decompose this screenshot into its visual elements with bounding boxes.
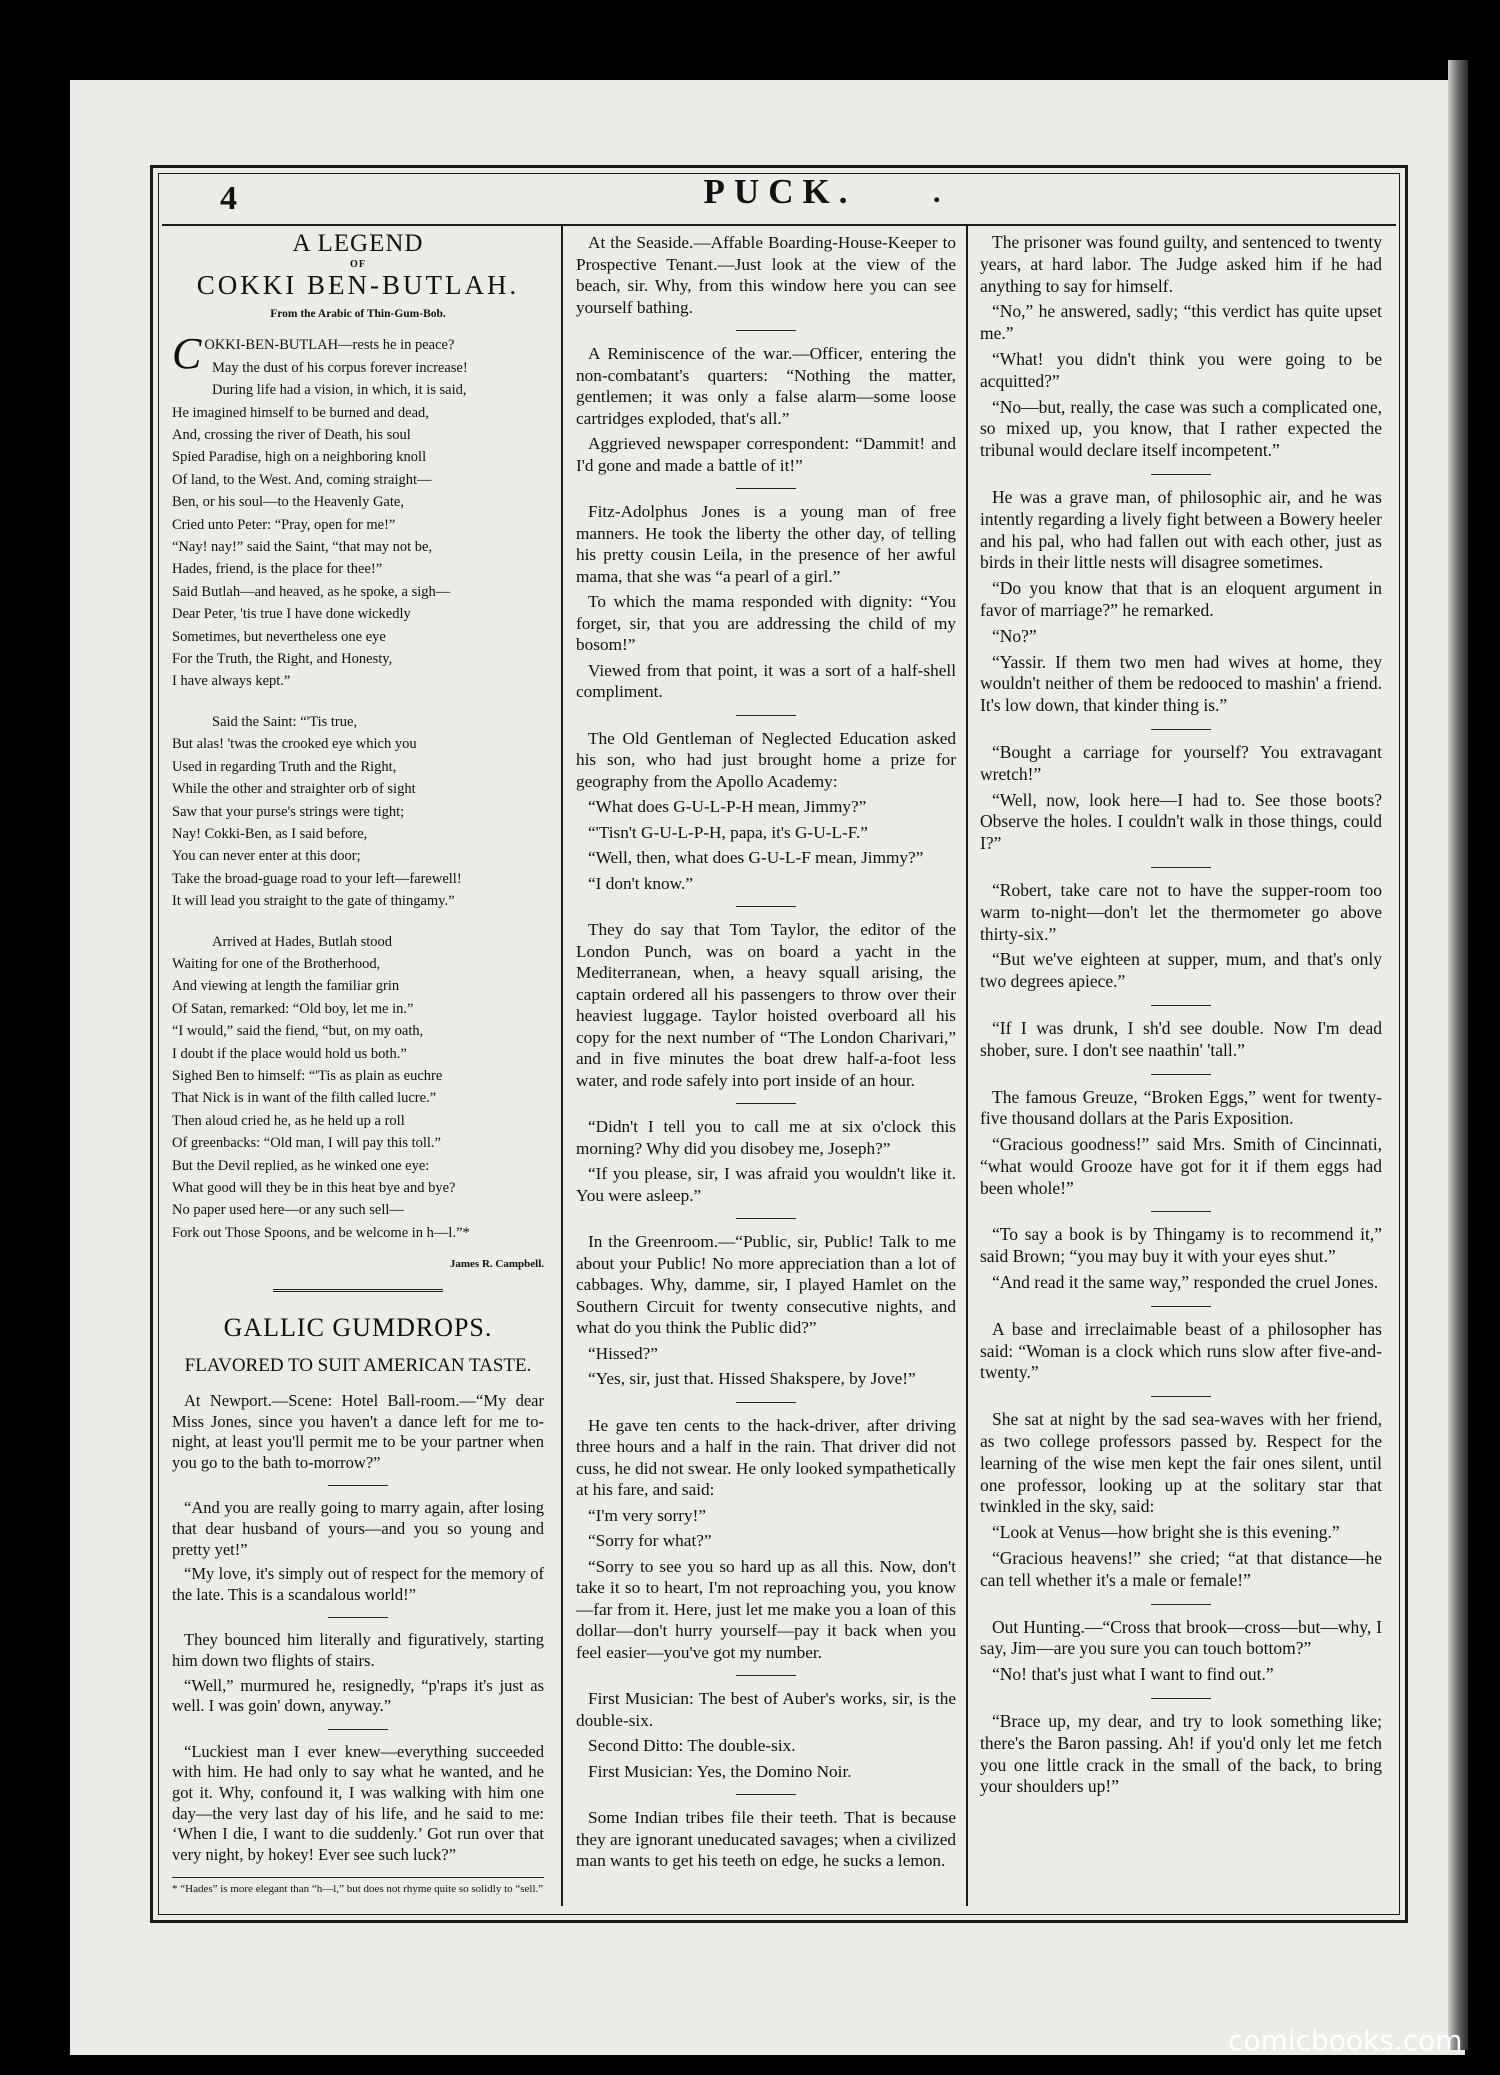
- column-2: [576, 232, 956, 1884]
- article-paragraph: She sat at night by the sad sea-waves with her friend, as two college professors passed by. Respect for the learning of the wise men kept the fair ones silent, until one professor, looking up at the solitary star that twinkled in the sky, said:: [980, 1409, 1382, 1517]
- article-item: [172, 1742, 544, 1866]
- column-3: [980, 232, 1382, 1810]
- item-separator: [1151, 1396, 1211, 1397]
- article-paragraph: “Do you know that that is an eloquent argument in favor of marriage?” he remarked.: [980, 578, 1382, 620]
- article-paragraph: “No—but, really, the case was such a complicated one, so mixed up, you know, that I rather expected the tribunal would declare itself incompetent.”: [980, 396, 1382, 461]
- article-paragraph: He gave ten cents to the hack-driver, after driving three hours and a half in the rain. That driver did not cuss, he did not swear. He only looked sympathetically at his fare, and said:: [576, 1415, 956, 1499]
- item-separator: [1151, 1306, 1211, 1307]
- poem-line: You can never enter at this door;: [172, 848, 361, 865]
- article-item: [172, 1498, 544, 1605]
- poem-line: May the dust of his corpus forever increase!: [212, 359, 468, 376]
- poem-line: Then aloud cried he, as he held up a roll: [172, 1112, 405, 1129]
- article-paragraph: “No?”: [992, 625, 1037, 646]
- article-paragraph: The Old Gentleman of Neglected Education asked his son, who had just brought home a prize for geography from the Apollo Academy:: [576, 728, 956, 791]
- footnote: * “Hades” is more elegant than “h—l,” but does not rhyme quite so solidly to “sell.”: [172, 1877, 544, 1896]
- legend-poem: [172, 329, 544, 1244]
- article-paragraph: “What does G-U-L-P-H mean, Jimmy?”: [588, 797, 867, 816]
- article-paragraph: “Sorry for what?”: [588, 1531, 712, 1550]
- article-paragraph: “Gracious heavens!” she cried; “at that distance—he can tell whether it's a male or female!”: [980, 1548, 1382, 1590]
- poem-line: Of land, to the West. And, coming straight—: [172, 471, 432, 488]
- masthead-ornament: .: [933, 176, 941, 209]
- item-separator: [736, 715, 796, 716]
- article-item: [576, 728, 956, 895]
- article-item: [576, 1415, 956, 1664]
- article-item: [980, 1409, 1382, 1591]
- poem-line: Of greenbacks: “Old man, I will pay this toll.”: [172, 1135, 441, 1152]
- poem-line: Saw that your purse's strings were tight;: [172, 803, 405, 820]
- column-rule-2: [966, 226, 968, 1906]
- article-paragraph: “Look at Venus—how bright she is this evening.”: [992, 1522, 1340, 1543]
- item-separator: [736, 906, 796, 907]
- article-paragraph: A Reminiscence of the war.—Officer, entering the non-combatant's quarters: “Nothing the matter, gentlemen; it was only a false alarm—some loose cartridges exploded, that's all.”: [576, 344, 956, 428]
- item-separator: [736, 1675, 796, 1676]
- item-separator: [1151, 1074, 1211, 1075]
- masthead-title: PUCK.: [703, 172, 857, 211]
- poem-line: Nay! Cokki-Ben, as I said before,: [172, 825, 368, 842]
- poem-line: What good will they be in this heat bye and bye?: [172, 1180, 456, 1196]
- poem-line: I doubt if the place would hold us both.”: [172, 1045, 407, 1062]
- gallic-gumdrops-title: GALLIC GUMDROPS.: [223, 1312, 493, 1342]
- article-paragraph: Second Ditto: The double-six.: [588, 1736, 796, 1755]
- poem-line: But alas! 'twas the crooked eye which you: [172, 736, 417, 753]
- item-separator: [1151, 1698, 1211, 1699]
- item-separator: [1151, 867, 1211, 868]
- col1-items: [172, 1391, 544, 1865]
- article-item: [980, 742, 1382, 855]
- article-paragraph: A base and irreclaimable beast of a philosopher has said: “Woman is a clock which runs slow after five-and-twenty.”: [980, 1318, 1382, 1383]
- poem-line: Spied Paradise, high on a neighboring knoll: [172, 449, 427, 466]
- item-separator: [328, 1485, 388, 1486]
- article-paragraph: “And read it the same way,” responded the cruel Jones.: [992, 1272, 1379, 1293]
- poem-line: It will lead you straight to the gate of thingamy.”: [172, 893, 455, 910]
- article-paragraph: “To say a book is by Thingamy is to recommend it,” said Brown; “you may buy it with your eyes shut.”: [980, 1224, 1382, 1267]
- article-item: [576, 343, 956, 476]
- gallic-gumdrops-subtitle: FLAVORED TO SUIT AMERICAN TASTE.: [184, 1355, 532, 1377]
- article-paragraph: To which the mama responded with dignity: “You forget, sir, that you are addressing the child of my bosom!”: [576, 592, 956, 654]
- poem-line: Of Satan, remarked: “Old boy, let me in.”: [172, 1000, 414, 1017]
- article-paragraph: Viewed from that point, it was a sort of a half-shell compliment.: [576, 660, 956, 701]
- article-item: [172, 1391, 544, 1473]
- item-separator: [1151, 729, 1211, 730]
- poem-line: Said the Saint: “'Tis true,: [212, 713, 358, 730]
- poem-line: That Nick is in want of the filth called lucre.”: [172, 1090, 437, 1107]
- article-paragraph: “Well, now, look here—I had to. See those boots? Observe the holes. I couldn't walk in those things, could I?”: [980, 789, 1382, 854]
- article-paragraph: “But we've eighteen at supper, mum, and that's only two degrees apiece.”: [980, 949, 1382, 992]
- poem-line: I have always kept.”: [172, 673, 291, 690]
- poem-line: Ben, or his soul—to the Heavenly Gate,: [172, 494, 404, 511]
- poem-stanza-3: [172, 931, 544, 1245]
- article-paragraph: Some Indian tribes file their teeth. That is because they are ignorant uneducated savages; when a civilized man wants to get his teeth on edge, he sucks a lemon.: [576, 1808, 956, 1870]
- item-separator: [328, 1617, 388, 1618]
- poem-line: Said Butlah—and heaved, as he spoke, a sigh—: [172, 583, 451, 600]
- item-separator: [736, 1402, 796, 1403]
- column-rule-1: [561, 226, 563, 1906]
- article-paragraph: In the Greenroom.—“Public, sir, Public! Talk to me about your Public! No more appreciation than a lot of cabbages. Why, damme, sir, I played Hamlet on the Southern Circuit for twenty consecutive nights, and what do you think the Public did?”: [576, 1232, 956, 1337]
- article-item: [576, 1116, 956, 1206]
- legend-source: From the Arabic of Thin-Gum-Bob.: [270, 307, 446, 320]
- article-item: [980, 1319, 1382, 1384]
- page-number: 4: [220, 180, 237, 217]
- item-separator: [736, 330, 796, 331]
- article-paragraph: “If I was drunk, I sh'd see double. Now I'm dead shober, sure. I don't see naathin' 'tall.”: [980, 1017, 1382, 1060]
- column-1: [172, 232, 544, 1896]
- poem-line: “I would,” said the fiend, “but, on my oath,: [172, 1023, 424, 1040]
- item-separator: [1151, 1604, 1211, 1605]
- article-paragraph: “Sorry to see you so hard up as all this. Now, don't take it so to heart, I'm not reproaching you, you know—far from it. Here, just let me make you a loan of this dollar—don't hurry yourself—pay it back when you feel easier—you've got my number.: [576, 1556, 956, 1662]
- poem-line: During life had a vision, in which, it is said,: [212, 382, 467, 399]
- article-paragraph: At Newport.—Scene: Hotel Ball-room.—“My dear Miss Jones, since you haven't a dance left for me to-night, at least you'll permit me to be your partner when you go to the bath to-morrow?”: [172, 1391, 544, 1472]
- article-paragraph: “What! you didn't think you were going to be acquitted?”: [980, 348, 1382, 391]
- article-paragraph: Aggrieved newspaper correspondent: “Dammit! and I'd gone and made a battle of it!”: [576, 434, 956, 475]
- article-paragraph: Fitz-Adolphus Jones is a young man of free manners. He took the liberty the other day, of telling his pretty cousin Leila, in the presence of her awful mama, that she was “a pearl of a girl.”: [576, 502, 956, 586]
- poem-line: And viewing at length the familiar grin: [172, 978, 400, 995]
- poem-line: Cried unto Peter: “Pray, open for me!”: [172, 516, 396, 533]
- article-paragraph: The famous Greuze, “Broken Eggs,” went for twenty-five thousand dollars at the Paris Exposition.: [980, 1086, 1382, 1129]
- article-paragraph: “Hissed?”: [588, 1343, 658, 1363]
- article-paragraph: “No,” he answered, sadly; “this verdict has quite upset me.”: [980, 301, 1382, 344]
- article-item: [980, 1224, 1382, 1293]
- legend-title: A LEGEND: [292, 230, 424, 257]
- article-paragraph: At the Seaside.—Affable Boarding-House-Keeper to Prospective Tenant.—Just look at the view of the beach, sir. Why, from this window here you can see yourself bathing.: [576, 233, 956, 317]
- article-paragraph: The prisoner was found guilty, and sentenced to twenty years, at hard labor. The Judge asked him if he had anything to say for himself.: [980, 232, 1382, 296]
- item-separator: [736, 488, 796, 489]
- article-paragraph: “Yassir. If them two men had wives at home, they wouldn't neither of them be redooced to mashin' a friend. It's low down, that kinder thing is.”: [980, 651, 1382, 716]
- poem-line: No paper used here—or any such sell—: [172, 1202, 404, 1219]
- article-paragraph: He was a grave man, of philosophic air, and he was intently regarding a lively fight between a Bowery heeler and his pal, who had fallen out with each other, just as birds in their little nests will disagree sometimes.: [980, 486, 1382, 573]
- site-watermark: comicbooks.com: [1228, 2024, 1463, 2057]
- poem-line: Arrived at Hades, Butlah stood: [212, 933, 393, 950]
- article-item: [172, 1630, 544, 1716]
- article-item: [576, 1807, 956, 1872]
- item-separator: [1151, 474, 1211, 475]
- article-paragraph: “And you are really going to marry again, after losing that dear husband of yours—and you so young and pretty yet!”: [172, 1498, 544, 1559]
- poem-stanza-2: [172, 711, 544, 913]
- poem-line: Dear Peter, 'tis true I have done wickedly: [172, 606, 411, 623]
- poem-line: Hades, friend, is the place for thee!”: [172, 561, 383, 578]
- article-paragraph: “Brace up, my dear, and try to look something like; there's the Baron passing. Ah! if you'd only let me fetch you one little crack in the small of the back, to bring your shoulders up!”: [980, 1711, 1382, 1797]
- article-item: [980, 1711, 1382, 1798]
- poem-line: “Nay! nay!” said the Saint, “that may not be,: [172, 539, 433, 556]
- poem-line: Fork out Those Spoons, and be welcome in h—l.”*: [172, 1224, 470, 1241]
- article-paragraph: “Well,” murmured he, resignedly, “p'raps it's just as well. I was goin' down, anyway.”: [172, 1675, 544, 1716]
- article-paragraph: First Musician: Yes, the Domino Noir.: [588, 1761, 852, 1781]
- article-paragraph: “Didn't I tell you to call me at six o'clock this morning? Why did you disobey me, Joseph?”: [576, 1117, 956, 1158]
- poem-line: Take the broad-guage road to your left—farewell!: [172, 870, 462, 887]
- poem-line: Sighed Ben to himself: “'Tis as plain as euchre: [172, 1067, 443, 1084]
- article-paragraph: They bounced him literally and figuratively, starting him down two flights of stairs.: [172, 1630, 544, 1670]
- article-paragraph: “I'm very sorry!”: [588, 1505, 707, 1525]
- poem-line: He imagined himself to be burned and dead,: [172, 404, 429, 421]
- poem-line: And, crossing the river of Death, his soul: [172, 427, 411, 443]
- article-paragraph: “Luckiest man I ever knew—everything succeeded with him. He had only to say what he wanted, and he got it. Why, confound it, I was walking with him one day—the very last day of his life, and he said to me: ‘When I die, I want to die suddenly.’ Got run over that very night, by hokey! Ever see such luck?”: [172, 1741, 544, 1864]
- poem-line: For the Truth, the Right, and Honesty,: [172, 651, 393, 668]
- article-paragraph: “I don't know.”: [588, 873, 693, 893]
- article-item: [980, 880, 1382, 993]
- article-paragraph: “No! that's just what I want to find out.”: [992, 1664, 1274, 1685]
- article-paragraph: “If you please, sir, I was afraid you wouldn't like it. You were asleep.”: [576, 1164, 956, 1205]
- article-item: [576, 1231, 956, 1390]
- article-item: [980, 487, 1382, 717]
- item-separator: [1151, 1211, 1211, 1212]
- article-paragraph: “Yes, sir, just that. Hissed Shakspere, by Jove!”: [588, 1369, 916, 1388]
- item-separator: [736, 1218, 796, 1219]
- article-paragraph: “Well, then, what does G-U-L-F mean, Jimmy?”: [588, 848, 924, 867]
- article-item: [576, 1688, 956, 1782]
- article-paragraph: Out Hunting.—“Cross that brook—cross—but—why, I say, Jim—are you sure you can touch bottom?”: [980, 1616, 1382, 1659]
- poem-line: But the Devil replied, as he winked one eye:: [172, 1157, 430, 1174]
- article-item: [576, 232, 956, 318]
- article-item: [980, 1018, 1382, 1062]
- item-separator: [736, 1103, 796, 1104]
- article-paragraph: “Bought a carriage for yourself? You extravagant wretch!”: [980, 741, 1382, 784]
- item-separator: [736, 1794, 796, 1795]
- article-item: [980, 232, 1382, 462]
- section-divider: [273, 1289, 443, 1294]
- article-paragraph: First Musician: The best of Auber's works, sir, is the double-six.: [576, 1689, 956, 1730]
- item-separator: [1151, 1005, 1211, 1006]
- poem-line: Waiting for one of the Brotherhood,: [172, 955, 381, 972]
- article-item: [980, 1617, 1382, 1686]
- poem-author: James R. Campbell.: [449, 1258, 544, 1271]
- article-paragraph: “'Tisn't G-U-L-P-H, papa, it's G-U-L-F.”: [588, 822, 868, 842]
- article-paragraph: “My love, it's simply out of respect for the memory of the late. This is a scandalous world!”: [172, 1564, 544, 1604]
- article-paragraph: “Robert, take care not to have the supper-room too warm to-night—don't let the thermometer go above thirty-six.”: [980, 879, 1382, 944]
- legend-of: OF: [350, 258, 366, 270]
- poem-line: Used in regarding Truth and the Right,: [172, 758, 397, 775]
- page-binding-shadow: [1448, 60, 1468, 2050]
- article-paragraph: They do say that Tom Taylor, the editor of the London Punch, was on board a yacht in the Mediterranean, when, a heavy squall arising, the captain ordered all his passengers to throw over their heaviest luggage. Taylor hoisted overboard all his copy for the next number of “The London Charivari,” and in five minutes the boat drew half-a-foot less water, and rode safely into port inside of an hour.: [576, 920, 956, 1090]
- poem-line: OKKI-BEN-BUTLAH—rests he in peace?: [204, 337, 455, 354]
- article-item: [980, 1087, 1382, 1200]
- header-rule: [162, 224, 1396, 226]
- article-item: [576, 501, 956, 703]
- item-separator: [328, 1729, 388, 1730]
- drop-cap: C: [172, 329, 202, 379]
- legend-name: COKKI BEN-BUTLAH.: [196, 270, 520, 301]
- poem-stanza-1: [172, 329, 544, 693]
- article-paragraph: “Gracious goodness!” said Mrs. Smith of Cincinnati, “what would Grooze have got for it if them eggs had been whole!”: [980, 1134, 1382, 1198]
- poem-line: While the other and straighter orb of sight: [172, 781, 416, 798]
- article-item: [576, 919, 956, 1091]
- poem-line: Sometimes, but nevertheless one eye: [172, 628, 386, 645]
